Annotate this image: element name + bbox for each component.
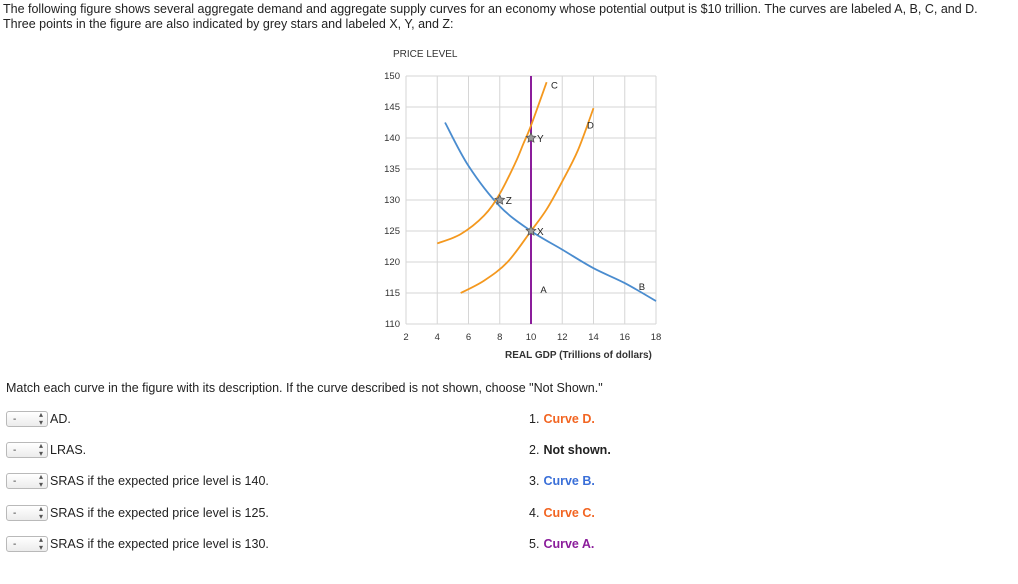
answer-text: Curve B.: [543, 474, 595, 488]
curve-label-b: B: [638, 281, 646, 293]
answer-option-5: [529, 535, 594, 553]
y-tick-label: 125: [384, 226, 400, 237]
ad-as-chart: [360, 40, 690, 370]
y-tick-label: 145: [384, 102, 400, 113]
x-tick-label: 18: [650, 332, 662, 343]
y-tick-label: 115: [384, 288, 400, 299]
answer-number: 2.: [529, 443, 540, 457]
x-tick-label: 2: [403, 332, 409, 343]
row-label: SRAS if the expected price level is 140.: [50, 474, 269, 488]
y-tick-label: 120: [384, 257, 400, 268]
y-tick-label: 130: [384, 195, 400, 206]
select-caret-icon: ▴︎ ▾︎: [38, 535, 43, 552]
x-axis-label: REAL GDP (Trillions of dollars): [505, 350, 652, 361]
curve-label-a: A: [540, 285, 547, 296]
select-value: -: [13, 444, 17, 456]
row-label: LRAS.: [50, 443, 87, 457]
x-tick-label: 6: [465, 332, 472, 343]
select-value: -: [13, 538, 17, 550]
y-tick-label: 135: [384, 164, 400, 175]
select-value: -: [13, 475, 17, 487]
y-tick-label: 150: [384, 71, 400, 82]
y-tick-label: 110: [384, 319, 400, 330]
curve-select-sras-125[interactable]: [6, 505, 48, 521]
curve-label-d: D: [586, 120, 594, 132]
row-label: AD.: [50, 412, 71, 426]
answer-number: 1.: [529, 412, 540, 426]
answer-option-1: [529, 410, 595, 428]
select-caret-icon: ▴︎ ▾︎: [38, 472, 43, 489]
row-label: SRAS if the expected price level is 130.: [50, 537, 269, 551]
instruction-text: Match each curve in the figure with its description. If the curve described is not shown, choose "Not Shown.": [6, 381, 603, 395]
answer-option-2: [529, 441, 611, 459]
question-line-1: The following figure shows several aggregate demand and aggregate supply curves for an economy whose potential output is $10 trillion. The curves are labeled A, B, C, and D.: [3, 2, 978, 16]
answer-text: Curve C.: [543, 506, 595, 520]
point-label-z: Z: [505, 196, 512, 207]
x-tick-label: 14: [588, 332, 599, 343]
select-caret-icon: ▴︎ ▾︎: [38, 410, 43, 427]
answer-text: Curve D.: [543, 412, 595, 426]
match-row-ad: [6, 410, 71, 428]
answer-option-4: [529, 504, 595, 522]
curve-select-sras-130[interactable]: [6, 536, 48, 552]
select-caret-icon: ▴︎ ▾︎: [38, 441, 43, 458]
select-caret-icon: ▴︎ ▾︎: [38, 504, 43, 521]
curve-select-ad[interactable]: [6, 411, 48, 427]
match-row-sras-125: [6, 504, 269, 522]
curve-select-sras-140[interactable]: [6, 473, 48, 489]
answer-number: 4.: [529, 506, 540, 520]
answer-text: Curve A.: [543, 537, 595, 551]
question-line-2: Three points in the figure are also indicated by grey stars and labeled X, Y, and Z:: [3, 17, 454, 31]
answer-number: 3.: [529, 474, 540, 488]
chart-svg: [360, 40, 690, 370]
question-text: [3, 2, 1018, 32]
row-label: SRAS if the expected price level is 125.: [50, 506, 269, 520]
x-tick-label: 4: [434, 332, 440, 343]
match-row-lras: [6, 441, 86, 459]
answer-text: Not shown.: [543, 443, 611, 457]
x-tick-label: 8: [497, 332, 503, 343]
select-value: -: [13, 413, 17, 425]
match-row-sras-140: [6, 472, 269, 490]
select-value: -: [13, 507, 17, 519]
match-row-sras-130: [6, 535, 269, 553]
x-tick-label: 10: [525, 332, 537, 343]
answer-number: 5.: [529, 537, 540, 551]
point-label-x: X: [537, 227, 544, 238]
curve-label-c: C: [551, 80, 558, 92]
x-tick-label: 12: [556, 332, 568, 343]
answer-option-3: [529, 472, 595, 490]
y-axis-label: PRICE LEVEL: [393, 49, 458, 60]
y-tick-label: 140: [384, 133, 400, 144]
curve-select-lras[interactable]: [6, 442, 48, 458]
point-label-y: Y: [537, 134, 544, 145]
x-tick-label: 16: [619, 332, 631, 343]
